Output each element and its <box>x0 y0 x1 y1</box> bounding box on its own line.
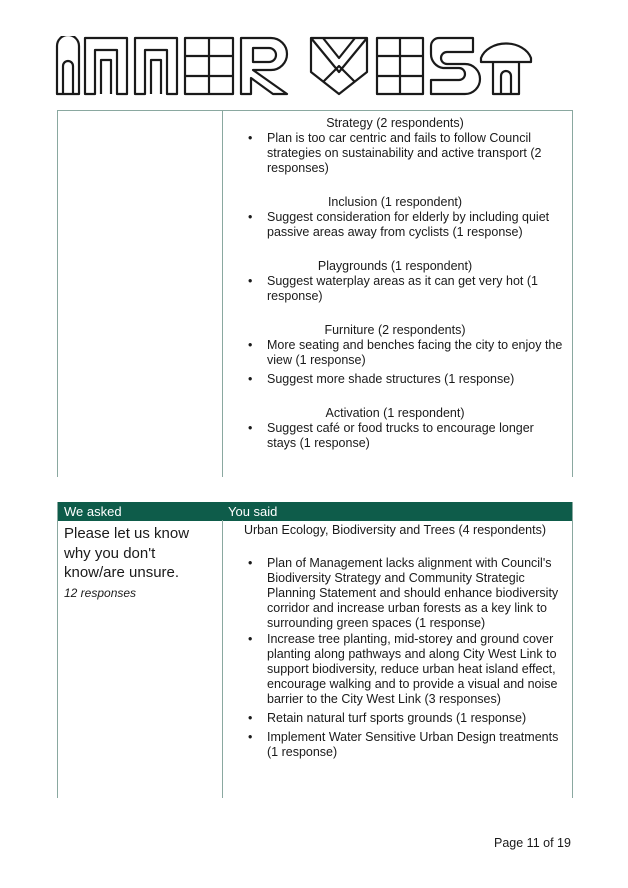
bullet-item: • Plan is too car centric and fails to follow Council strategies on sustainability and active transport (2 responses) <box>224 131 566 176</box>
bullet-item: • Implement Water Sensitive Urban Design treatments (1 response) <box>224 730 566 760</box>
bullet-item: • Suggest waterplay areas as it can get very hot (1 response) <box>224 274 566 304</box>
inner-west-logo <box>55 36 533 96</box>
group-heading: Furniture (2 respondents) <box>324 323 466 337</box>
group-heading: Inclusion (1 respondent) <box>327 195 463 209</box>
group-heading: Strategy (2 respondents) <box>326 116 464 130</box>
column-divider <box>222 111 223 477</box>
group-heading: Playgrounds (1 respondent) <box>317 259 473 273</box>
bullet-item: • More seating and benches facing the city to enjoy the view (1 response) <box>224 338 566 368</box>
bullet-item: • Suggest more shade structures (1 response) <box>224 372 566 387</box>
group-heading: Activation (1 respondent) <box>325 406 465 420</box>
feedback-group-furniture <box>224 323 566 387</box>
inner-west-logo-graphic <box>55 36 533 96</box>
feedback-group-inclusion <box>224 195 566 240</box>
feedback-table <box>57 502 573 798</box>
feedback-group-strategy <box>224 116 566 176</box>
header-you-said: You said <box>228 504 278 519</box>
page-number: Page 11 of 19 <box>494 836 571 850</box>
bullet-item: • Retain natural turf sports grounds (1 response) <box>224 711 566 726</box>
continued-table <box>57 110 573 477</box>
header-we-asked: We asked <box>64 504 122 519</box>
you-said-continued <box>224 116 566 470</box>
feedback-group-activation <box>224 406 566 451</box>
bullet-item: • Suggest café or food trucks to encourage longer stays (1 response) <box>224 421 566 451</box>
bullet-item: • Suggest consideration for elderly by including quiet passive areas away from cyclists (1 response) <box>224 210 566 240</box>
you-said-cell <box>224 523 566 760</box>
column-divider <box>222 520 223 798</box>
question-text: Please let us know why you don't know/are unsure. <box>64 525 190 581</box>
bullet-item: • Plan of Management lacks alignment with Council's Biodiversity Strategy and Community Strategic Planning Statement and should enhance biodiversity corridor and increase urban forests as a key link to surrounding green spaces (1 response) <box>224 556 566 631</box>
response-count: 12 responses <box>64 585 137 600</box>
question-cell <box>64 524 214 601</box>
section-heading: Urban Ecology, Biodiversity and Trees (4 respondents) <box>243 523 546 537</box>
table-header <box>58 502 572 521</box>
feedback-group-playgrounds <box>224 259 566 304</box>
bullet-item: • Increase tree planting, mid-storey and ground cover planting along pathways and along City West Link to support biodiversity, reduce urban heat island effect, encourage walking and to provide a visual and noise barrier to the City West Link (3 responses) <box>224 632 566 707</box>
